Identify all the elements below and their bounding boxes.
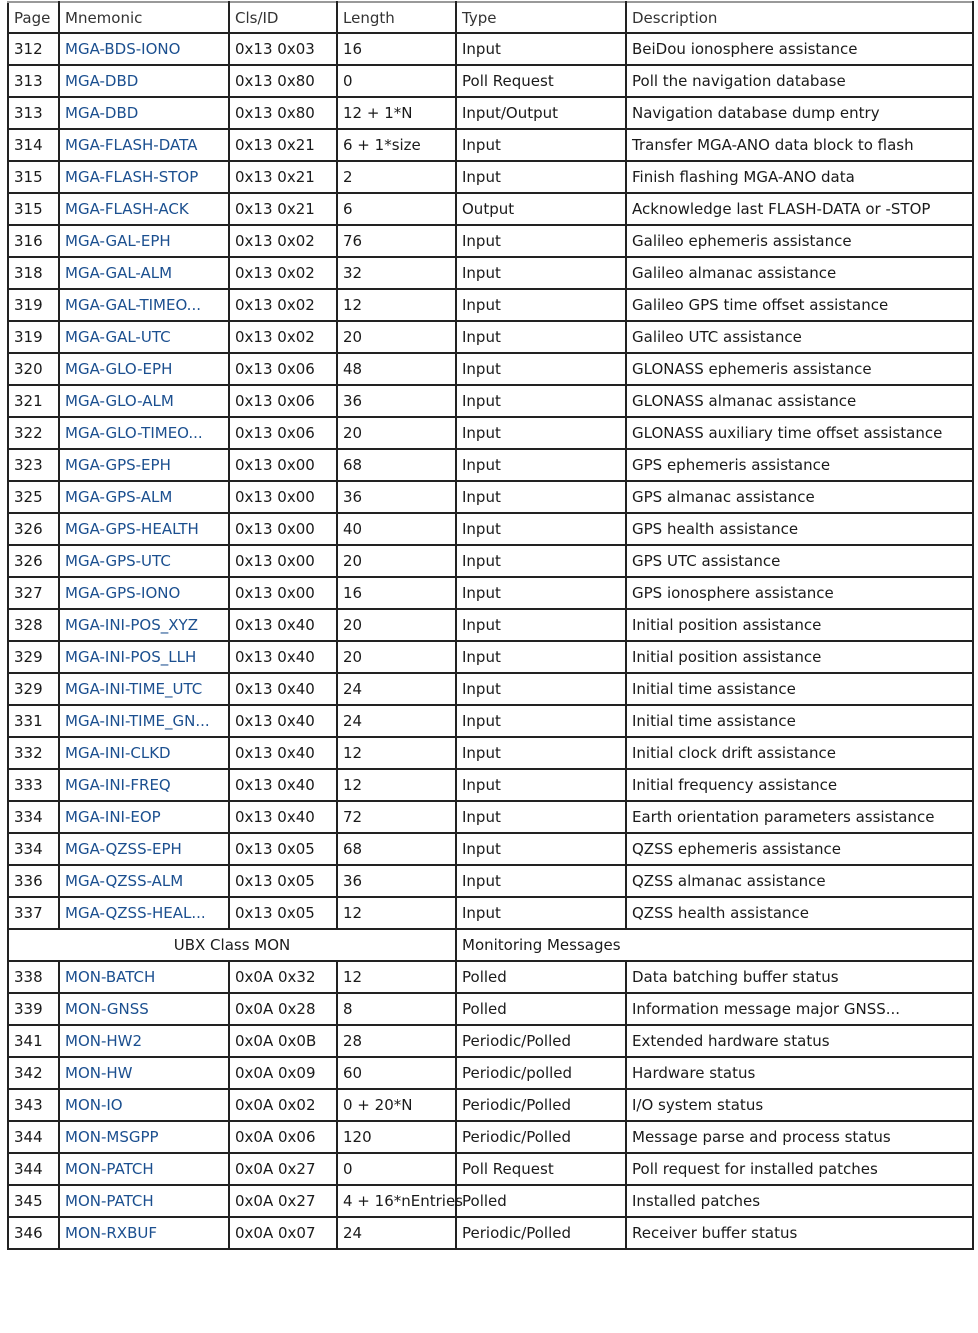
- length-cell: 20: [337, 545, 456, 577]
- description-cell: Initial position assistance: [626, 641, 973, 673]
- type-cell: Polled: [456, 993, 626, 1025]
- page-cell: 329: [8, 673, 59, 705]
- mnemonic-link[interactable]: MGA-QZSS-ALM: [59, 865, 229, 897]
- table-row: [8, 481, 973, 513]
- type-cell: Input: [456, 417, 626, 449]
- mnemonic-link[interactable]: MGA-GPS-UTC: [59, 545, 229, 577]
- clsid-cell: 0x0A 0x27: [229, 1153, 337, 1185]
- table-row: [8, 897, 973, 929]
- clsid-cell: 0x13 0x06: [229, 353, 337, 385]
- mnemonic-link[interactable]: MGA-GPS-EPH: [59, 449, 229, 481]
- page-cell: 316: [8, 225, 59, 257]
- page-cell: 314: [8, 129, 59, 161]
- description-cell: Extended hardware status: [626, 1025, 973, 1057]
- length-cell: 12: [337, 289, 456, 321]
- type-cell: Periodic/Polled: [456, 1121, 626, 1153]
- description-cell: Message parse and process status: [626, 1121, 973, 1153]
- page-cell: 313: [8, 65, 59, 97]
- clsid-cell: 0x13 0x00: [229, 449, 337, 481]
- description-cell: QZSS ephemeris assistance: [626, 833, 973, 865]
- page-cell: 313: [8, 97, 59, 129]
- length-cell: 12: [337, 961, 456, 993]
- table-row: [8, 321, 973, 353]
- type-cell: Input/Output: [456, 97, 626, 129]
- table-row: [8, 609, 973, 641]
- table-row: [8, 161, 973, 193]
- description-cell: Initial time assistance: [626, 705, 973, 737]
- length-cell: 12 + 1*N: [337, 97, 456, 129]
- description-cell: Galileo ephemeris assistance: [626, 225, 973, 257]
- mnemonic-link[interactable]: MON-HW: [59, 1057, 229, 1089]
- header-length: Length: [337, 2, 456, 33]
- type-cell: Poll Request: [456, 65, 626, 97]
- description-cell: Poll request for installed patches: [626, 1153, 973, 1185]
- type-cell: Input: [456, 481, 626, 513]
- table-row: [8, 737, 973, 769]
- page-cell: 334: [8, 801, 59, 833]
- type-cell: Input: [456, 641, 626, 673]
- length-cell: 36: [337, 385, 456, 417]
- mnemonic-link[interactable]: MON-IO: [59, 1089, 229, 1121]
- table-row: [8, 257, 973, 289]
- type-cell: Input: [456, 225, 626, 257]
- description-cell: GPS almanac assistance: [626, 481, 973, 513]
- description-cell: GPS UTC assistance: [626, 545, 973, 577]
- mnemonic-link[interactable]: MGA-GAL-TIMEO...: [59, 289, 229, 321]
- page-cell: 319: [8, 289, 59, 321]
- description-cell: Navigation database dump entry: [626, 97, 973, 129]
- class-header-row: [8, 929, 973, 961]
- clsid-cell: 0x13 0x03: [229, 33, 337, 65]
- clsid-cell: 0x13 0x06: [229, 417, 337, 449]
- clsid-cell: 0x13 0x00: [229, 513, 337, 545]
- length-cell: 12: [337, 769, 456, 801]
- length-cell: 48: [337, 353, 456, 385]
- description-cell: Data batching buffer status: [626, 961, 973, 993]
- table-row: [8, 417, 973, 449]
- header-type: Type: [456, 2, 626, 33]
- type-cell: Input: [456, 737, 626, 769]
- type-cell: Input: [456, 897, 626, 929]
- page-cell: 336: [8, 865, 59, 897]
- header-mnemonic: Mnemonic: [59, 2, 229, 33]
- mnemonic-link[interactable]: MGA-INI-TIME_UTC: [59, 673, 229, 705]
- page-cell: 338: [8, 961, 59, 993]
- clsid-cell: 0x13 0x05: [229, 865, 337, 897]
- table-row: [8, 289, 973, 321]
- page-cell: 320: [8, 353, 59, 385]
- description-cell: BeiDou ionosphere assistance: [626, 33, 973, 65]
- mnemonic-link[interactable]: MGA-BDS-IONO: [59, 33, 229, 65]
- description-cell: Poll the navigation database: [626, 65, 973, 97]
- clsid-cell: 0x13 0x06: [229, 385, 337, 417]
- mnemonic-link[interactable]: MON-RXBUF: [59, 1217, 229, 1249]
- description-cell: Installed patches: [626, 1185, 973, 1217]
- type-cell: Input: [456, 833, 626, 865]
- length-cell: 20: [337, 609, 456, 641]
- header-page: Page: [8, 2, 59, 33]
- table-row: [8, 769, 973, 801]
- page-cell: 326: [8, 545, 59, 577]
- length-cell: 36: [337, 865, 456, 897]
- mnemonic-link[interactable]: MON-PATCH: [59, 1185, 229, 1217]
- description-cell: Galileo UTC assistance: [626, 321, 973, 353]
- table-row: [8, 193, 973, 225]
- length-cell: 12: [337, 737, 456, 769]
- clsid-cell: 0x0A 0x09: [229, 1057, 337, 1089]
- page-cell: 332: [8, 737, 59, 769]
- page-cell: 328: [8, 609, 59, 641]
- table-row: [8, 65, 973, 97]
- type-cell: Input: [456, 257, 626, 289]
- clsid-cell: 0x13 0x40: [229, 801, 337, 833]
- mnemonic-link[interactable]: MGA-FLASH-DATA: [59, 129, 229, 161]
- length-cell: 40: [337, 513, 456, 545]
- clsid-cell: 0x0A 0x06: [229, 1121, 337, 1153]
- clsid-cell: 0x13 0x40: [229, 673, 337, 705]
- description-cell: Acknowledge last FLASH-DATA or -STOP: [626, 193, 973, 225]
- description-cell: Initial position assistance: [626, 609, 973, 641]
- type-cell: Polled: [456, 961, 626, 993]
- description-cell: Information message major GNSS...: [626, 993, 973, 1025]
- type-cell: Input: [456, 545, 626, 577]
- clsid-cell: 0x13 0x05: [229, 897, 337, 929]
- clsid-cell: 0x13 0x21: [229, 129, 337, 161]
- clsid-cell: 0x13 0x02: [229, 257, 337, 289]
- table-row: [8, 385, 973, 417]
- header-clsid: Cls/ID: [229, 2, 337, 33]
- table-row: [8, 545, 973, 577]
- table-row: [8, 577, 973, 609]
- mnemonic-link[interactable]: MGA-INI-CLKD: [59, 737, 229, 769]
- clsid-cell: 0x0A 0x0B: [229, 1025, 337, 1057]
- description-cell: Initial time assistance: [626, 673, 973, 705]
- clsid-cell: 0x0A 0x28: [229, 993, 337, 1025]
- mnemonic-link[interactable]: MON-MSGPP: [59, 1121, 229, 1153]
- description-cell: Initial clock drift assistance: [626, 737, 973, 769]
- description-cell: Finish flashing MGA-ANO data: [626, 161, 973, 193]
- type-cell: Input: [456, 865, 626, 897]
- table-row: [8, 865, 973, 897]
- mnemonic-link[interactable]: MGA-GLO-ALM: [59, 385, 229, 417]
- type-cell: Periodic/Polled: [456, 1089, 626, 1121]
- table-row: [8, 1089, 973, 1121]
- type-cell: Poll Request: [456, 1153, 626, 1185]
- clsid-cell: 0x13 0x40: [229, 609, 337, 641]
- length-cell: 6: [337, 193, 456, 225]
- length-cell: 0: [337, 1153, 456, 1185]
- table-row: [8, 1025, 973, 1057]
- clsid-cell: 0x13 0x00: [229, 481, 337, 513]
- page-cell: 339: [8, 993, 59, 1025]
- page-cell: 325: [8, 481, 59, 513]
- page-cell: 327: [8, 577, 59, 609]
- description-cell: Transfer MGA-ANO data block to flash: [626, 129, 973, 161]
- description-cell: Galileo GPS time offset assistance: [626, 289, 973, 321]
- table-row: [8, 801, 973, 833]
- clsid-cell: 0x13 0x40: [229, 641, 337, 673]
- class-description: Monitoring Messages: [456, 929, 973, 961]
- mnemonic-link[interactable]: MGA-FLASH-STOP: [59, 161, 229, 193]
- page-cell: 315: [8, 193, 59, 225]
- class-label: UBX Class MON: [8, 929, 456, 961]
- length-cell: 72: [337, 801, 456, 833]
- page-cell: 342: [8, 1057, 59, 1089]
- table-row: [8, 993, 973, 1025]
- length-cell: 120: [337, 1121, 456, 1153]
- table-row: [8, 705, 973, 737]
- page-cell: 318: [8, 257, 59, 289]
- mnemonic-link[interactable]: MGA-INI-POS_XYZ: [59, 609, 229, 641]
- table-row: [8, 449, 973, 481]
- type-cell: Input: [456, 705, 626, 737]
- page-cell: 333: [8, 769, 59, 801]
- type-cell: Periodic/Polled: [456, 1217, 626, 1249]
- type-cell: Input: [456, 385, 626, 417]
- clsid-cell: 0x13 0x40: [229, 769, 337, 801]
- mnemonic-link[interactable]: MGA-QZSS-EPH: [59, 833, 229, 865]
- mnemonic-link[interactable]: MGA-GPS-ALM: [59, 481, 229, 513]
- clsid-cell: 0x13 0x02: [229, 289, 337, 321]
- length-cell: 68: [337, 833, 456, 865]
- page-cell: 345: [8, 1185, 59, 1217]
- table-row: [8, 225, 973, 257]
- mnemonic-link[interactable]: MGA-GAL-EPH: [59, 225, 229, 257]
- table-row: [8, 641, 973, 673]
- page-cell: 326: [8, 513, 59, 545]
- description-cell: Hardware status: [626, 1057, 973, 1089]
- length-cell: 68: [337, 449, 456, 481]
- length-cell: 2: [337, 161, 456, 193]
- length-cell: 0 + 20*N: [337, 1089, 456, 1121]
- mnemonic-link[interactable]: MGA-INI-POS_LLH: [59, 641, 229, 673]
- table-row: [8, 1217, 973, 1249]
- mnemonic-link[interactable]: MGA-DBD: [59, 65, 229, 97]
- description-cell: QZSS health assistance: [626, 897, 973, 929]
- length-cell: 16: [337, 33, 456, 65]
- type-cell: Input: [456, 609, 626, 641]
- mnemonic-link[interactable]: MGA-GPS-HEALTH: [59, 513, 229, 545]
- page-cell: 341: [8, 1025, 59, 1057]
- length-cell: 24: [337, 673, 456, 705]
- mnemonic-link[interactable]: MGA-GLO-TIMEO...: [59, 417, 229, 449]
- length-cell: 36: [337, 481, 456, 513]
- clsid-cell: 0x13 0x80: [229, 97, 337, 129]
- clsid-cell: 0x13 0x40: [229, 737, 337, 769]
- table-row: [8, 673, 973, 705]
- page-cell: 319: [8, 321, 59, 353]
- page-cell: 322: [8, 417, 59, 449]
- type-cell: Input: [456, 289, 626, 321]
- page-cell: 315: [8, 161, 59, 193]
- length-cell: 12: [337, 897, 456, 929]
- clsid-cell: 0x0A 0x02: [229, 1089, 337, 1121]
- page-cell: 344: [8, 1153, 59, 1185]
- mnemonic-link[interactable]: MGA-GAL-ALM: [59, 257, 229, 289]
- clsid-cell: 0x0A 0x27: [229, 1185, 337, 1217]
- description-cell: GPS ionosphere assistance: [626, 577, 973, 609]
- table-row: [8, 1185, 973, 1217]
- length-cell: 16: [337, 577, 456, 609]
- clsid-cell: 0x13 0x05: [229, 833, 337, 865]
- type-cell: Input: [456, 33, 626, 65]
- description-cell: Galileo almanac assistance: [626, 257, 973, 289]
- mnemonic-link[interactable]: MGA-INI-EOP: [59, 801, 229, 833]
- description-cell: GLONASS almanac assistance: [626, 385, 973, 417]
- length-cell: 24: [337, 1217, 456, 1249]
- type-cell: Input: [456, 129, 626, 161]
- description-cell: GPS ephemeris assistance: [626, 449, 973, 481]
- description-cell: GPS health assistance: [626, 513, 973, 545]
- mnemonic-link[interactable]: MON-GNSS: [59, 993, 229, 1025]
- page-cell: 334: [8, 833, 59, 865]
- clsid-cell: 0x13 0x21: [229, 161, 337, 193]
- mnemonic-link[interactable]: MON-HW2: [59, 1025, 229, 1057]
- type-cell: Input: [456, 449, 626, 481]
- type-cell: Input: [456, 321, 626, 353]
- clsid-cell: 0x13 0x02: [229, 321, 337, 353]
- mnemonic-link[interactable]: MGA-GLO-EPH: [59, 353, 229, 385]
- type-cell: Input: [456, 801, 626, 833]
- description-cell: GLONASS ephemeris assistance: [626, 353, 973, 385]
- length-cell: 60: [337, 1057, 456, 1089]
- table-row: [8, 961, 973, 993]
- page-cell: 321: [8, 385, 59, 417]
- page-cell: 329: [8, 641, 59, 673]
- length-cell: 24: [337, 705, 456, 737]
- type-cell: Input: [456, 577, 626, 609]
- table-row: [8, 833, 973, 865]
- clsid-cell: 0x13 0x80: [229, 65, 337, 97]
- table-row: [8, 513, 973, 545]
- length-cell: 76: [337, 225, 456, 257]
- clsid-cell: 0x0A 0x07: [229, 1217, 337, 1249]
- description-cell: Earth orientation parameters assistance: [626, 801, 973, 833]
- type-cell: Polled: [456, 1185, 626, 1217]
- page-cell: 346: [8, 1217, 59, 1249]
- type-cell: Input: [456, 513, 626, 545]
- page-cell: 344: [8, 1121, 59, 1153]
- length-cell: 6 + 1*size: [337, 129, 456, 161]
- description-cell: I/O system status: [626, 1089, 973, 1121]
- length-cell: 4 + 16*nEntries: [337, 1185, 456, 1217]
- type-cell: Periodic/Polled: [456, 1025, 626, 1057]
- clsid-cell: 0x13 0x40: [229, 705, 337, 737]
- mnemonic-link[interactable]: MGA-GPS-IONO: [59, 577, 229, 609]
- length-cell: 20: [337, 321, 456, 353]
- type-cell: Output: [456, 193, 626, 225]
- table-row: [8, 1121, 973, 1153]
- mnemonic-link[interactable]: MGA-INI-TIME_GN...: [59, 705, 229, 737]
- length-cell: 28: [337, 1025, 456, 1057]
- description-cell: Initial frequency assistance: [626, 769, 973, 801]
- mnemonic-link[interactable]: MON-PATCH: [59, 1153, 229, 1185]
- length-cell: 20: [337, 417, 456, 449]
- description-cell: QZSS almanac assistance: [626, 865, 973, 897]
- clsid-cell: 0x0A 0x32: [229, 961, 337, 993]
- clsid-cell: 0x13 0x00: [229, 545, 337, 577]
- type-cell: Input: [456, 161, 626, 193]
- clsid-cell: 0x13 0x02: [229, 225, 337, 257]
- table-row: [8, 129, 973, 161]
- length-cell: 8: [337, 993, 456, 1025]
- type-cell: Input: [456, 353, 626, 385]
- header-row: [8, 2, 973, 33]
- mnemonic-link[interactable]: MON-BATCH: [59, 961, 229, 993]
- clsid-cell: 0x13 0x00: [229, 577, 337, 609]
- message-table: [7, 1, 974, 1250]
- type-cell: Input: [456, 769, 626, 801]
- length-cell: 32: [337, 257, 456, 289]
- header-description: Description: [626, 2, 973, 33]
- mnemonic-link[interactable]: MGA-GAL-UTC: [59, 321, 229, 353]
- length-cell: 20: [337, 641, 456, 673]
- table-row: [8, 353, 973, 385]
- mnemonic-link[interactable]: MGA-INI-FREQ: [59, 769, 229, 801]
- mnemonic-link[interactable]: MGA-DBD: [59, 97, 229, 129]
- type-cell: Periodic/polled: [456, 1057, 626, 1089]
- page-cell: 323: [8, 449, 59, 481]
- page-cell: 343: [8, 1089, 59, 1121]
- description-cell: GLONASS auxiliary time offset assistance: [626, 417, 973, 449]
- table-row: [8, 33, 973, 65]
- type-cell: Input: [456, 673, 626, 705]
- page-cell: 331: [8, 705, 59, 737]
- page-cell: 312: [8, 33, 59, 65]
- table-row: [8, 1153, 973, 1185]
- mnemonic-link[interactable]: MGA-FLASH-ACK: [59, 193, 229, 225]
- clsid-cell: 0x13 0x21: [229, 193, 337, 225]
- length-cell: 0: [337, 65, 456, 97]
- mnemonic-link[interactable]: MGA-QZSS-HEAL...: [59, 897, 229, 929]
- table-row: [8, 97, 973, 129]
- page-cell: 337: [8, 897, 59, 929]
- table-row: [8, 1057, 973, 1089]
- description-cell: Receiver buffer status: [626, 1217, 973, 1249]
